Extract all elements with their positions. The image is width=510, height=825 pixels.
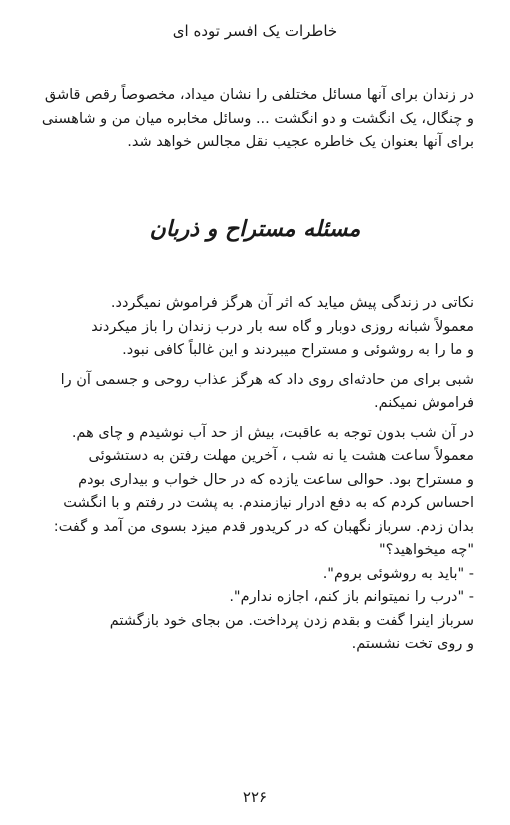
text-line: معمولاً شبانه روزی دوبار و گاه سه بار درب زندان را باز میکردند bbox=[91, 318, 474, 335]
text-line: و ما را به روشوئی و مستراح میبردند و این غالباً کافی نبود. bbox=[122, 342, 474, 358]
text-line: معمولاً ساعت هشت یا نه شب ، آخرین مهلت رفتن به دستشوئی bbox=[88, 448, 474, 464]
body-text bbox=[34, 292, 474, 657]
text-line: برای آنها بعنوان یک خاطره عجیب نقل مجالس خواهد شد. bbox=[127, 134, 474, 150]
text-line: سرباز اینرا گفت و بقدم زدن پرداخت. من بجای خود بازگشتم bbox=[109, 612, 474, 629]
intro-paragraph bbox=[34, 84, 474, 155]
text-line: نکاتی در زندگی پیش میاید که اثر آن هرگز فراموش نمیگردد. bbox=[110, 295, 474, 311]
section-heading: مسئله مستراح و ذربان bbox=[149, 216, 361, 242]
text-line: و چنگال، یک انگشت و دو انگشت ... وسائل مخابره میان من و شاهسنی bbox=[41, 110, 474, 127]
text-line: - "باید به روشوئی بروم". bbox=[322, 565, 474, 582]
text-line: در آن شب بدون توجه به عاقبت، بیش از حد آب نوشیدم و چای هم. bbox=[71, 424, 474, 441]
running-head: خاطرات یک افسر توده ای bbox=[172, 22, 338, 40]
text-line: بدان زدم. سرباز نگهبان که در کریدور قدم میزد بسوی من آمد و گفت: bbox=[53, 518, 474, 535]
text-line: در زندان برای آنها مسائل مختلفی را نشان میداد، مخصوصاً رقص قاشق bbox=[44, 87, 474, 103]
text-line: شبی برای من حادثه‌ای روی داد که هرگز عذاب روحی و جسمی آن را bbox=[60, 371, 474, 388]
text-line: - "درب را نمیتوانم باز کنم، اجازه ندارم". bbox=[229, 589, 474, 605]
page-number: ۲۲۶ bbox=[242, 788, 268, 806]
text-line: و مستراح بود. حوالی ساعت یازده که در حال خواب و بیداری بودم bbox=[78, 471, 474, 488]
text-line: احساس کردم که به دفع ادرار نیازمندم. به پشت در رفتم و با انگشت bbox=[63, 495, 474, 511]
text-line: فراموش نمیکنم. bbox=[374, 395, 474, 411]
text-line: و روی تخت نشستم. bbox=[351, 636, 474, 652]
text-line: "چه میخواهید؟" bbox=[378, 542, 474, 558]
